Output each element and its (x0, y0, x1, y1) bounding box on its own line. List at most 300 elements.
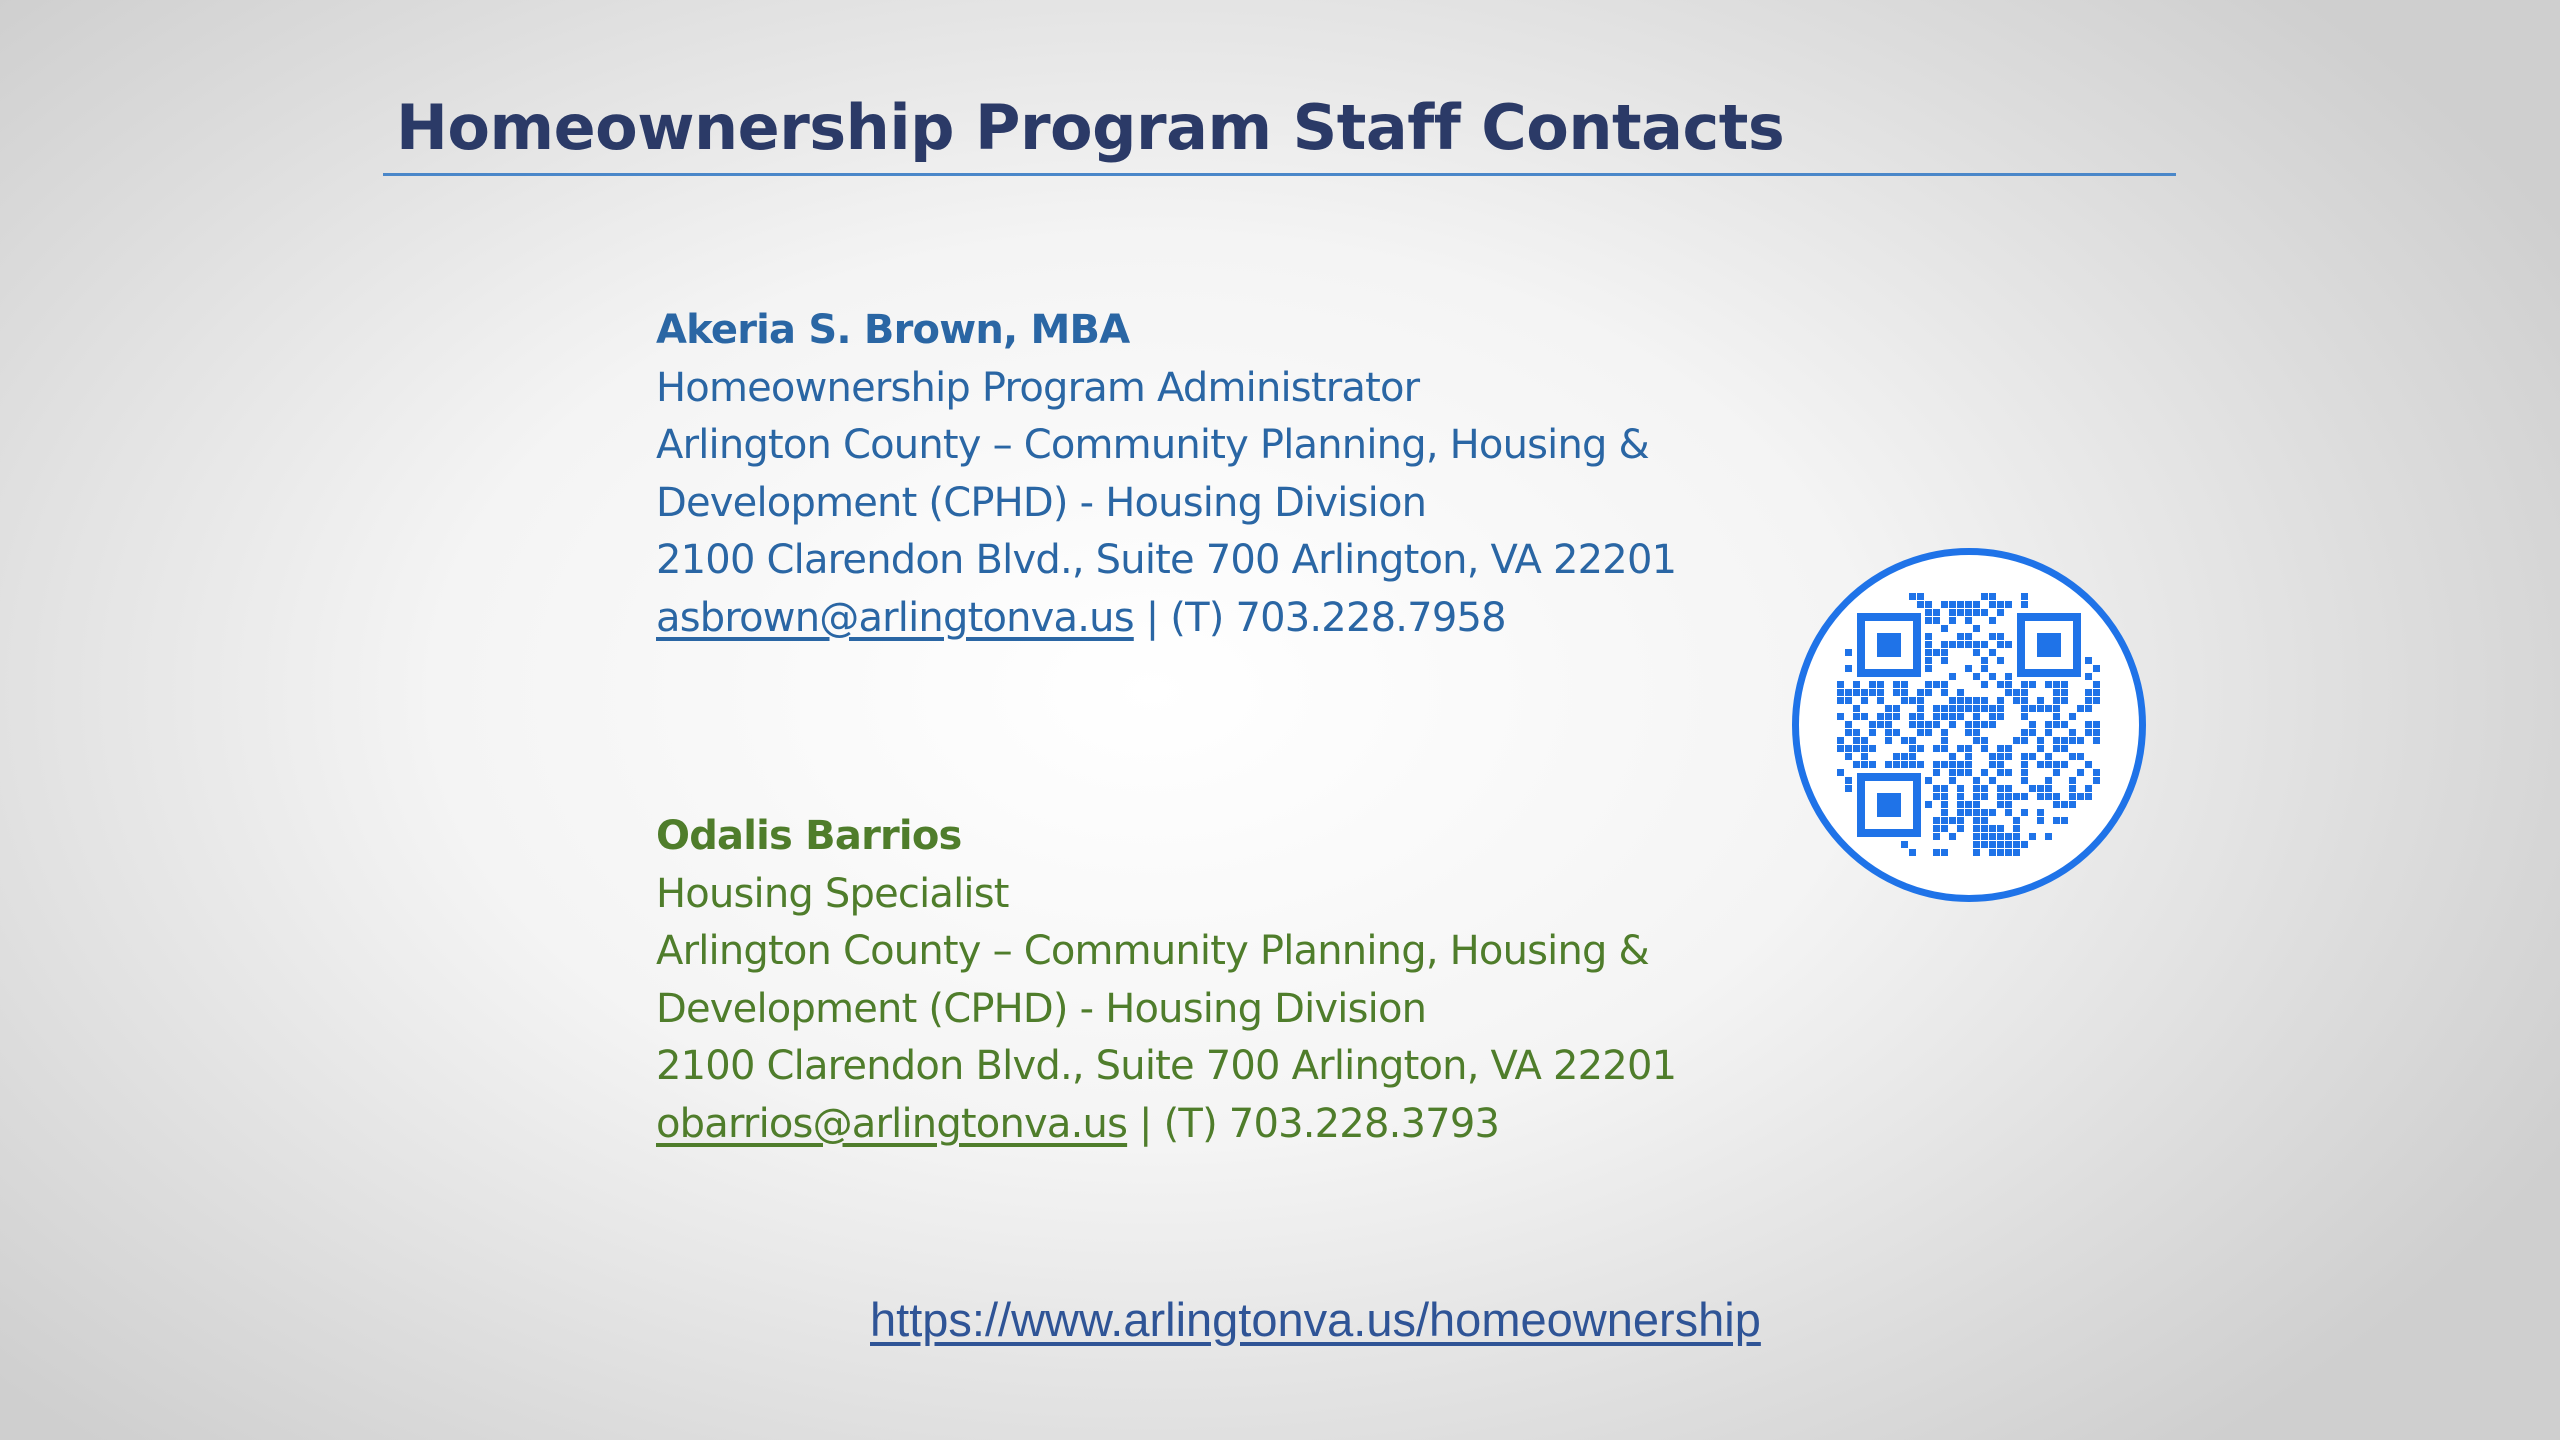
homeownership-url-link[interactable]: https://www.arlingtonva.us/homeownership (870, 1293, 1761, 1346)
qr-module (1957, 785, 1964, 792)
qr-module (2029, 705, 2036, 712)
qr-module (2093, 729, 2100, 736)
qr-module (1885, 761, 1892, 768)
qr-module (2045, 833, 2052, 840)
qr-module (1861, 737, 1868, 744)
qr-module (1957, 601, 1964, 608)
qr-module (1941, 705, 1948, 712)
qr-module (1989, 721, 1996, 728)
qr-module (1909, 745, 1916, 752)
qr-module (1853, 729, 1860, 736)
qr-module (1837, 681, 1844, 688)
qr-module (1949, 641, 1956, 648)
qr-module (1861, 697, 1868, 704)
qr-module (1853, 713, 1860, 720)
qr-module (2045, 777, 2052, 784)
qr-module (1877, 721, 1884, 728)
contact-email-link[interactable]: asbrown@arlingtonva.us (656, 594, 1134, 641)
qr-module (2005, 673, 2012, 680)
qr-module (1973, 649, 1980, 656)
contact-email-phone-line (656, 1096, 1736, 1154)
qr-module (1925, 801, 1932, 808)
qr-module (2069, 713, 2076, 720)
qr-module (2037, 761, 2044, 768)
qr-module (2021, 809, 2028, 816)
qr-module (1949, 609, 1956, 616)
qr-module (2021, 697, 2028, 704)
qr-module (1965, 609, 1972, 616)
qr-module (2037, 785, 2044, 792)
qr-module (1941, 817, 1948, 824)
qr-module (1901, 697, 1908, 704)
qr-module (1941, 801, 1948, 808)
qr-module (1901, 753, 1908, 760)
qr-module (1997, 841, 2004, 848)
qr-module (1837, 689, 1844, 696)
qr-module (1845, 753, 1852, 760)
qr-module (1997, 785, 2004, 792)
qr-module (1885, 721, 1892, 728)
qr-module (1981, 593, 1988, 600)
qr-module (2021, 777, 2028, 784)
qr-module (1981, 809, 1988, 816)
qr-module (1925, 721, 1932, 728)
qr-module (1989, 713, 1996, 720)
qr-module (1997, 825, 2004, 832)
qr-module (1925, 681, 1932, 688)
qr-module (2077, 753, 2084, 760)
qr-module (1989, 633, 1996, 640)
qr-module (1973, 697, 1980, 704)
qr-module (2045, 785, 2052, 792)
qr-module (1837, 745, 1844, 752)
qr-module (1941, 737, 1948, 744)
qr-module (2029, 785, 2036, 792)
qr-module (1973, 609, 1980, 616)
contact-org-line2: Development (CPHD) - Housing Division (656, 985, 1427, 1032)
qr-module (1965, 665, 1972, 672)
qr-finder-center (1877, 793, 1901, 817)
qr-module (2093, 681, 2100, 688)
qr-module (1997, 641, 2004, 648)
qr-module (1909, 737, 1916, 744)
qr-module (1885, 729, 1892, 736)
qr-module (1981, 657, 1988, 664)
qr-module (1909, 753, 1916, 760)
qr-module (1853, 745, 1860, 752)
qr-finder-center (1877, 633, 1901, 657)
qr-module (1981, 769, 1988, 776)
qr-module (2045, 705, 2052, 712)
qr-module (2053, 745, 2060, 752)
qr-module (1917, 745, 1924, 752)
qr-module (1917, 721, 1924, 728)
qr-module (1957, 809, 1964, 816)
qr-module (1989, 825, 1996, 832)
qr-module (1861, 753, 1868, 760)
qr-module (2029, 833, 2036, 840)
qr-module (1941, 649, 1948, 656)
qr-module (1965, 761, 1972, 768)
qr-module (1957, 689, 1964, 696)
qr-module (1869, 681, 1876, 688)
qr-module (1925, 689, 1932, 696)
qr-module (2045, 753, 2052, 760)
qr-module (1957, 817, 1964, 824)
qr-module (2021, 713, 2028, 720)
qr-module (1885, 705, 1892, 712)
qr-module (2053, 721, 2060, 728)
qr-module (2037, 737, 2044, 744)
qr-module (1925, 617, 1932, 624)
qr-module (2021, 593, 2028, 600)
qr-module (1973, 713, 1980, 720)
qr-module (1933, 617, 1940, 624)
qr-module (2085, 689, 2092, 696)
qr-module (1965, 697, 1972, 704)
qr-module (2037, 697, 2044, 704)
qr-module (1933, 745, 1940, 752)
qr-module (1965, 729, 1972, 736)
qr-module (1933, 849, 1940, 856)
contact-phone: | (T) 703.228.3793 (1127, 1100, 1500, 1147)
qr-module (1973, 817, 1980, 824)
qr-module (1893, 761, 1900, 768)
qr-module (1845, 721, 1852, 728)
qr-module (1973, 641, 1980, 648)
qr-module (2045, 729, 2052, 736)
qr-code-icon[interactable] (1792, 548, 2146, 902)
contact-role: Housing Specialist (656, 870, 1009, 917)
qr-module (2077, 793, 2084, 800)
qr-module (1861, 713, 1868, 720)
qr-module (1989, 593, 1996, 600)
qr-module (2013, 841, 2020, 848)
qr-module (2085, 721, 2092, 728)
qr-module (2077, 769, 2084, 776)
qr-module (1997, 793, 2004, 800)
qr-module (1965, 745, 1972, 752)
qr-module (1893, 729, 1900, 736)
qr-module (1877, 713, 1884, 720)
qr-module (1957, 745, 1964, 752)
qr-module (1949, 777, 1956, 784)
qr-module (2069, 737, 2076, 744)
qr-module (1981, 841, 1988, 848)
qr-module (1893, 681, 1900, 688)
qr-module (1941, 761, 1948, 768)
qr-module (1869, 761, 1876, 768)
qr-module (1925, 729, 1932, 736)
qr-module (1893, 713, 1900, 720)
qr-module (1949, 601, 1956, 608)
qr-module (1949, 617, 1956, 624)
qr-module (1989, 809, 1996, 816)
qr-module (2061, 761, 2068, 768)
qr-module (1957, 761, 1964, 768)
qr-module (2061, 697, 2068, 704)
qr-module (2021, 601, 2028, 608)
qr-module (1949, 673, 1956, 680)
qr-module (2077, 737, 2084, 744)
qr-module (1933, 769, 1940, 776)
qr-module (1845, 697, 1852, 704)
qr-module (1973, 625, 1980, 632)
contact-org-line1: Arlington County – Community Planning, Housing & (656, 928, 1649, 974)
qr-module (1997, 769, 2004, 776)
qr-module (1981, 793, 1988, 800)
qr-module (2093, 769, 2100, 776)
qr-module (1957, 801, 1964, 808)
qr-module (2093, 665, 2100, 672)
qr-module (1869, 745, 1876, 752)
qr-module (1957, 641, 1964, 648)
qr-module (1973, 601, 1980, 608)
qr-module (1949, 817, 1956, 824)
qr-module (2005, 793, 2012, 800)
qr-module (1965, 809, 1972, 816)
contact-email-link[interactable]: obarrios@arlingtonva.us (656, 1100, 1128, 1147)
qr-module (1941, 625, 1948, 632)
qr-module (1997, 657, 2004, 664)
qr-module (2037, 745, 2044, 752)
qr-module (1981, 785, 1988, 792)
qr-module (1941, 689, 1948, 696)
qr-module (1893, 705, 1900, 712)
qr-module (1909, 721, 1916, 728)
qr-module (2085, 697, 2092, 704)
qr-module (1893, 753, 1900, 760)
qr-module (1853, 737, 1860, 744)
qr-module (1989, 777, 1996, 784)
qr-module (1973, 777, 1980, 784)
qr-module (2045, 793, 2052, 800)
qr-module (1933, 793, 1940, 800)
qr-module (1973, 841, 1980, 848)
qr-module (1973, 729, 1980, 736)
qr-module (2005, 849, 2012, 856)
qr-module (1957, 825, 1964, 832)
qr-module (2013, 697, 2020, 704)
qr-module (1989, 601, 1996, 608)
qr-module (2053, 769, 2060, 776)
qr-module (2085, 793, 2092, 800)
qr-module (1997, 745, 2004, 752)
qr-module (1981, 817, 1988, 824)
qr-module (2061, 801, 2068, 808)
qr-module (1877, 689, 1884, 696)
contact-org-line2: Development (CPHD) - Housing Division (656, 479, 1427, 526)
qr-module (1949, 713, 1956, 720)
qr-module (1981, 745, 1988, 752)
qr-module (1941, 849, 1948, 856)
qr-module (2005, 689, 2012, 696)
qr-module (1949, 833, 1956, 840)
qr-module (1989, 617, 1996, 624)
qr-module (2069, 785, 2076, 792)
qr-module (2093, 777, 2100, 784)
qr-module (1893, 689, 1900, 696)
qr-module (1997, 833, 2004, 840)
qr-module (1837, 713, 1844, 720)
qr-module (1957, 793, 1964, 800)
qr-module (1917, 713, 1924, 720)
qr-module (1925, 601, 1932, 608)
qr-module (1885, 737, 1892, 744)
qr-module (1933, 713, 1940, 720)
qr-module (1981, 721, 1988, 728)
qr-module (2085, 657, 2092, 664)
contact-org-line1: Arlington County – Community Planning, Housing & (656, 422, 1649, 468)
qr-module (1909, 697, 1916, 704)
qr-module (2037, 705, 2044, 712)
qr-module (2013, 833, 2020, 840)
qr-module (2037, 793, 2044, 800)
qr-module (1981, 697, 1988, 704)
qr-module (1845, 777, 1852, 784)
qr-module (1957, 713, 1964, 720)
qr-module (2053, 705, 2060, 712)
qr-module (2005, 809, 2012, 816)
contact-name: Akeria S. Brown, MBA (656, 307, 1130, 353)
qr-module (2021, 681, 2028, 688)
qr-module (1933, 825, 1940, 832)
qr-module (2013, 793, 2020, 800)
qr-module (1965, 769, 1972, 776)
qr-module (1861, 689, 1868, 696)
qr-module (1981, 641, 1988, 648)
qr-module (1989, 673, 1996, 680)
qr-module (1901, 689, 1908, 696)
qr-module (1941, 729, 1948, 736)
qr-module (1845, 689, 1852, 696)
qr-module (1973, 849, 1980, 856)
qr-module (2053, 817, 2060, 824)
qr-module (1941, 825, 1948, 832)
qr-module (2005, 785, 2012, 792)
qr-module (1957, 769, 1964, 776)
qr-module (2085, 705, 2092, 712)
qr-module (2029, 721, 2036, 728)
qr-module (2093, 737, 2100, 744)
qr-module (2093, 689, 2100, 696)
qr-module (1997, 849, 2004, 856)
qr-module (2053, 713, 2060, 720)
qr-module (1981, 705, 1988, 712)
qr-module (1957, 633, 1964, 640)
qr-module (2013, 825, 2020, 832)
qr-module (1989, 833, 1996, 840)
qr-module (1965, 753, 1972, 760)
qr-module (2021, 761, 2028, 768)
slide-title: Homeownership Program Staff Contacts (396, 91, 1785, 164)
qr-module (1837, 737, 1844, 744)
qr-module (1997, 601, 2004, 608)
qr-module (1869, 729, 1876, 736)
qr-module (1997, 609, 2004, 616)
qr-module (1973, 705, 1980, 712)
qr-module (2005, 601, 2012, 608)
qr-module (1877, 681, 1884, 688)
qr-module (1949, 721, 1956, 728)
qr-module (1949, 761, 1956, 768)
qr-module (1933, 609, 1940, 616)
qr-module (1997, 713, 2004, 720)
qr-module (2069, 753, 2076, 760)
qr-module (2005, 641, 2012, 648)
qr-module (1965, 641, 1972, 648)
qr-module (1933, 833, 1940, 840)
qr-module (1941, 809, 1948, 816)
qr-module (1965, 633, 1972, 640)
qr-module (1933, 705, 1940, 712)
qr-module (1949, 697, 1956, 704)
qr-module (1869, 689, 1876, 696)
qr-module (1981, 681, 1988, 688)
qr-module (1949, 769, 1956, 776)
contact-address: 2100 Clarendon Blvd., Suite 700 Arlington, VA 22201 (656, 537, 1677, 583)
qr-module (2021, 689, 2028, 696)
qr-module (1997, 801, 2004, 808)
qr-module (2013, 737, 2020, 744)
qr-code-graphic (1799, 555, 2139, 895)
qr-module (2005, 681, 2012, 688)
qr-module (2085, 673, 2092, 680)
qr-module (1933, 649, 1940, 656)
qr-module (1933, 761, 1940, 768)
qr-module (1925, 649, 1932, 656)
qr-module (1957, 609, 1964, 616)
qr-module (2013, 689, 2020, 696)
qr-module (1989, 841, 1996, 848)
qr-module (2045, 681, 2052, 688)
qr-module (2061, 689, 2068, 696)
contact-card-brown (656, 302, 1736, 647)
qr-module (1845, 729, 1852, 736)
qr-module (2037, 817, 2044, 824)
qr-module (2053, 689, 2060, 696)
qr-module (2029, 681, 2036, 688)
qr-module (2013, 817, 2020, 824)
qr-module (2061, 745, 2068, 752)
qr-module (1965, 601, 1972, 608)
qr-module (2029, 753, 2036, 760)
qr-module (2069, 777, 2076, 784)
qr-module (1901, 737, 1908, 744)
qr-module (2085, 785, 2092, 792)
qr-module (2005, 753, 2012, 760)
qr-module (2061, 681, 2068, 688)
qr-module (1925, 641, 1932, 648)
qr-module (1837, 697, 1844, 704)
qr-module (1973, 673, 1980, 680)
qr-module (1845, 745, 1852, 752)
qr-module (1925, 609, 1932, 616)
qr-module (1925, 777, 1932, 784)
qr-finder-center (2037, 633, 2061, 657)
qr-module (1933, 681, 1940, 688)
qr-module (1997, 633, 2004, 640)
qr-module (2085, 761, 2092, 768)
qr-module (2021, 729, 2028, 736)
qr-module (1973, 833, 1980, 840)
qr-module (1845, 665, 1852, 672)
qr-module (1901, 681, 1908, 688)
contact-phone: | (T) 703.228.7958 (1133, 594, 1506, 641)
qr-module (1973, 809, 1980, 816)
qr-module (1997, 697, 2004, 704)
qr-module (1997, 681, 2004, 688)
